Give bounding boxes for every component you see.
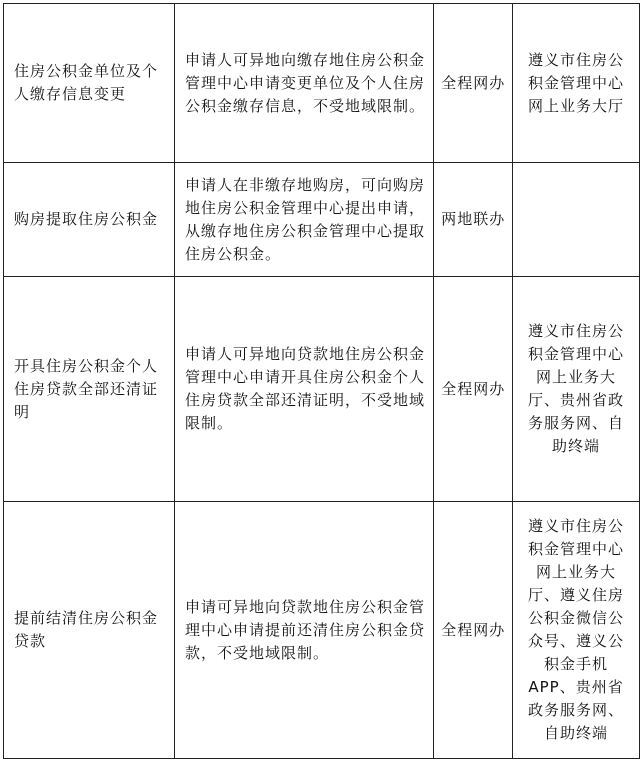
description-cell: 申请人可异地向缴存地住房公积金管理中心申请变更单位及个人住房公积金缴存信息，不受地域限制。 (174, 4, 433, 163)
mode-cell: 全程网办 (434, 4, 513, 163)
mode-cell: 全程网办 (434, 502, 513, 759)
mode-cell: 两地联办 (434, 163, 513, 277)
mode-cell: 全程网办 (434, 277, 513, 502)
item-name-cell: 提前结清住房公积金贷款 (4, 502, 175, 759)
table-row (4, 4, 640, 163)
table-row (4, 502, 640, 759)
item-name-cell: 购房提取住房公积金 (4, 163, 175, 277)
channel-cell: 遵义市住房公积金管理中心网上业务大厅、贵州省政务服务网、自助终端 (513, 277, 640, 502)
table-row (4, 277, 640, 502)
services-table (3, 3, 640, 759)
item-name-cell: 开具住房公积金个人住房贷款全部还清证明 (4, 277, 175, 502)
table-row (4, 163, 640, 277)
description-cell: 申请可异地向贷款地住房公积金管理中心申请提前还清住房公积金贷款，不受地域限制。 (174, 502, 433, 759)
channel-cell: 遵义市住房公积金管理中心网上业务大厅 (513, 4, 640, 163)
item-name-cell: 住房公积金单位及个人缴存信息变更 (4, 4, 175, 163)
description-cell: 申请人可异地向贷款地住房公积金管理中心申请开具住房公积金个人住房贷款全部还清证明，不受地域限制。 (174, 277, 433, 502)
channel-cell: 遵义市住房公积金管理中心网上业务大厅、遵义住房公积金微信公众号、遵义公积金手机APP、贵州省政务服务网、自助终端 (513, 502, 640, 759)
description-cell: 申请人在非缴存地购房，可向购房地住房公积金管理中心提出申请，从缴存地住房公积金管理中心提取住房公积金。 (174, 163, 433, 277)
channel-cell (513, 163, 640, 277)
